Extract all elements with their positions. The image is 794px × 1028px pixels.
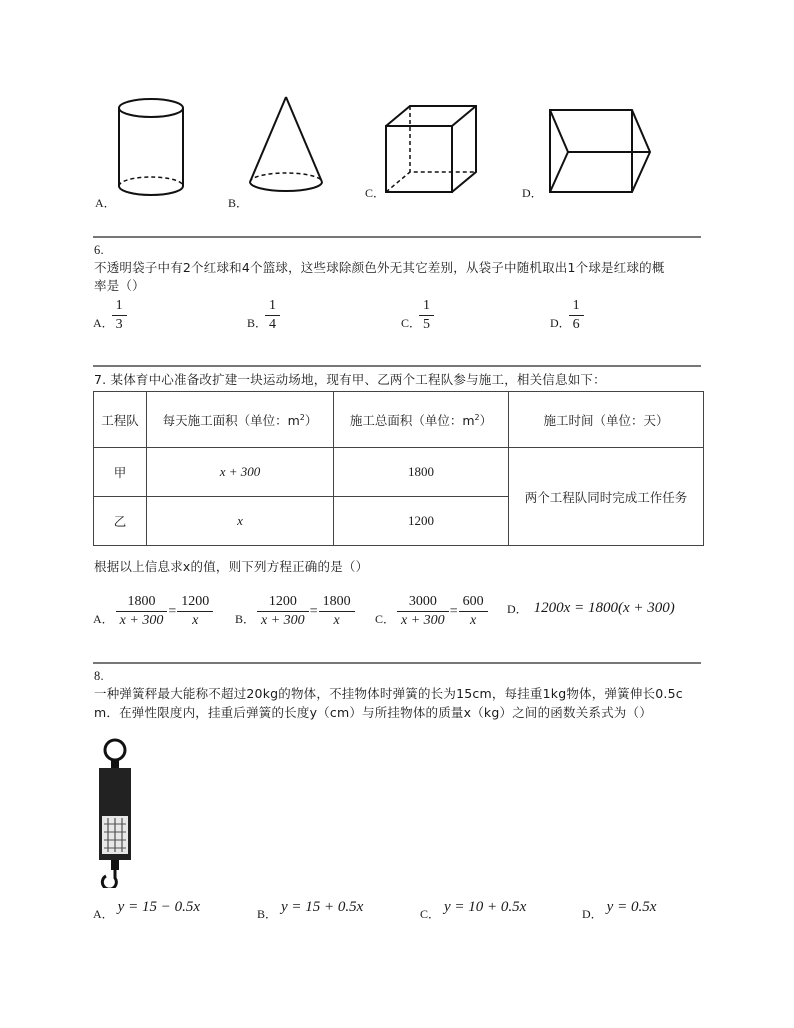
fraction-numerator: 1 [269, 298, 277, 313]
q6-text-line2: 率是（） [94, 278, 145, 293]
option-letter: B． [247, 316, 268, 330]
q8-text-line2: m．在弹性限度内，挂重后弹簧的长度y（cm）与所挂物体的质量x（kg）之间的函数关系式为（） [94, 705, 652, 720]
q8-number: 8. [94, 669, 104, 683]
q7-question: 根据以上信息求x的值，则下列方程正确的是（） [94, 559, 369, 574]
fraction-denominator: 3 [115, 317, 123, 332]
fraction-denominator: 5 [423, 317, 431, 332]
spring-scale-illustration [96, 738, 134, 888]
table-header: 施工时间（单位：天） [509, 392, 704, 448]
q5-option-b-label[interactable]: B． [228, 196, 249, 210]
cylinder-figure [116, 96, 188, 202]
fraction-numerator: 1 [115, 298, 123, 313]
q6-option-a[interactable] [93, 298, 125, 333]
equation: y = 15 + 0.5x [281, 899, 364, 915]
team-cell: 甲 [94, 448, 147, 497]
team-cell: 乙 [94, 497, 147, 546]
q6-option-d[interactable] [550, 298, 582, 333]
option-letter: D． [550, 316, 571, 330]
q5-option-a-label[interactable]: A． [95, 196, 116, 210]
table-row [94, 448, 704, 497]
option-letter: D． [507, 602, 528, 616]
q8-option-c[interactable] [420, 899, 527, 922]
q6-number: 6. [94, 243, 104, 257]
q7-option-c[interactable]: C． $\frac{3000}{x + 300}$ = $\frac{600}{x}$ [375, 594, 486, 629]
q5-option-d-label[interactable]: D． [522, 186, 543, 200]
fraction-numerator: 1 [572, 298, 580, 313]
time-cell: 两个工程队同时完成工作任务 [509, 448, 704, 546]
option-letter: A． [93, 612, 114, 626]
q6-option-b[interactable] [247, 298, 278, 333]
option-letter: B． [235, 612, 256, 626]
info-table [93, 391, 704, 546]
option-letter: C． [420, 907, 441, 921]
q8-option-d[interactable] [582, 899, 657, 922]
equation: 1200x = 1800(x + 300) [533, 600, 675, 616]
option-letter: C． [375, 612, 396, 626]
fraction-denominator: 4 [269, 317, 277, 332]
table-header: 施工总面积（单位：$m^2$） [334, 392, 509, 448]
triangular-prism-figure [546, 108, 654, 194]
option-letter: D． [582, 907, 603, 921]
q6-option-c[interactable] [401, 298, 432, 333]
equation: y = 15 − 0.5x [117, 899, 200, 915]
divider [93, 236, 701, 238]
option-letter: C． [401, 316, 422, 330]
daily-area-cell: x + 300 [147, 448, 334, 497]
q8-text-line1: 一种弹簧秤最大能称不超过20kg的物体，不挂物体时弹簧的长为15cm，每挂重1kg物体，弹簧伸长0.5c [94, 686, 683, 701]
q7-option-d[interactable] [507, 600, 675, 617]
q6-text-line1: 不透明袋子中有2个红球和4个篮球，这些球除颜色外无其它差别，从袋子中随机取出1个球是红球的概 [94, 260, 665, 275]
daily-area-cell: x [147, 497, 334, 546]
fraction-denominator: 6 [572, 317, 580, 332]
option-letter: A． [93, 316, 114, 330]
divider [93, 662, 701, 664]
equation: y = 10 + 0.5x [444, 899, 527, 915]
equation: y = 0.5x [606, 899, 657, 915]
option-letter: B． [257, 907, 278, 921]
q7-text: 7. 某体育中心准备改扩建一块运动场地，现有甲、乙两个工程队参与施工，相关信息如下： [94, 372, 606, 387]
table-header: 每天施工面积（单位：$m^2$） [147, 392, 334, 448]
q7-option-a[interactable]: A． $\frac{1800}{x + 300}$ = $\frac{1200}{x}$ [93, 594, 211, 629]
table-header: 工程队 [94, 392, 147, 448]
q7-option-b[interactable]: B． $\frac{1200}{x + 300}$ = $\frac{1800}{x}$ [235, 594, 353, 629]
total-area-cell: 1800 [334, 448, 509, 497]
cone-figure [246, 94, 326, 198]
total-area-cell: 1200 [334, 497, 509, 546]
q5-option-c-label[interactable]: C． [365, 186, 386, 200]
cube-figure [382, 104, 482, 196]
q8-option-a[interactable] [93, 899, 200, 922]
divider [93, 365, 701, 367]
option-letter: A． [93, 907, 114, 921]
q8-option-b[interactable] [257, 899, 364, 922]
fraction-numerator: 1 [423, 298, 431, 313]
